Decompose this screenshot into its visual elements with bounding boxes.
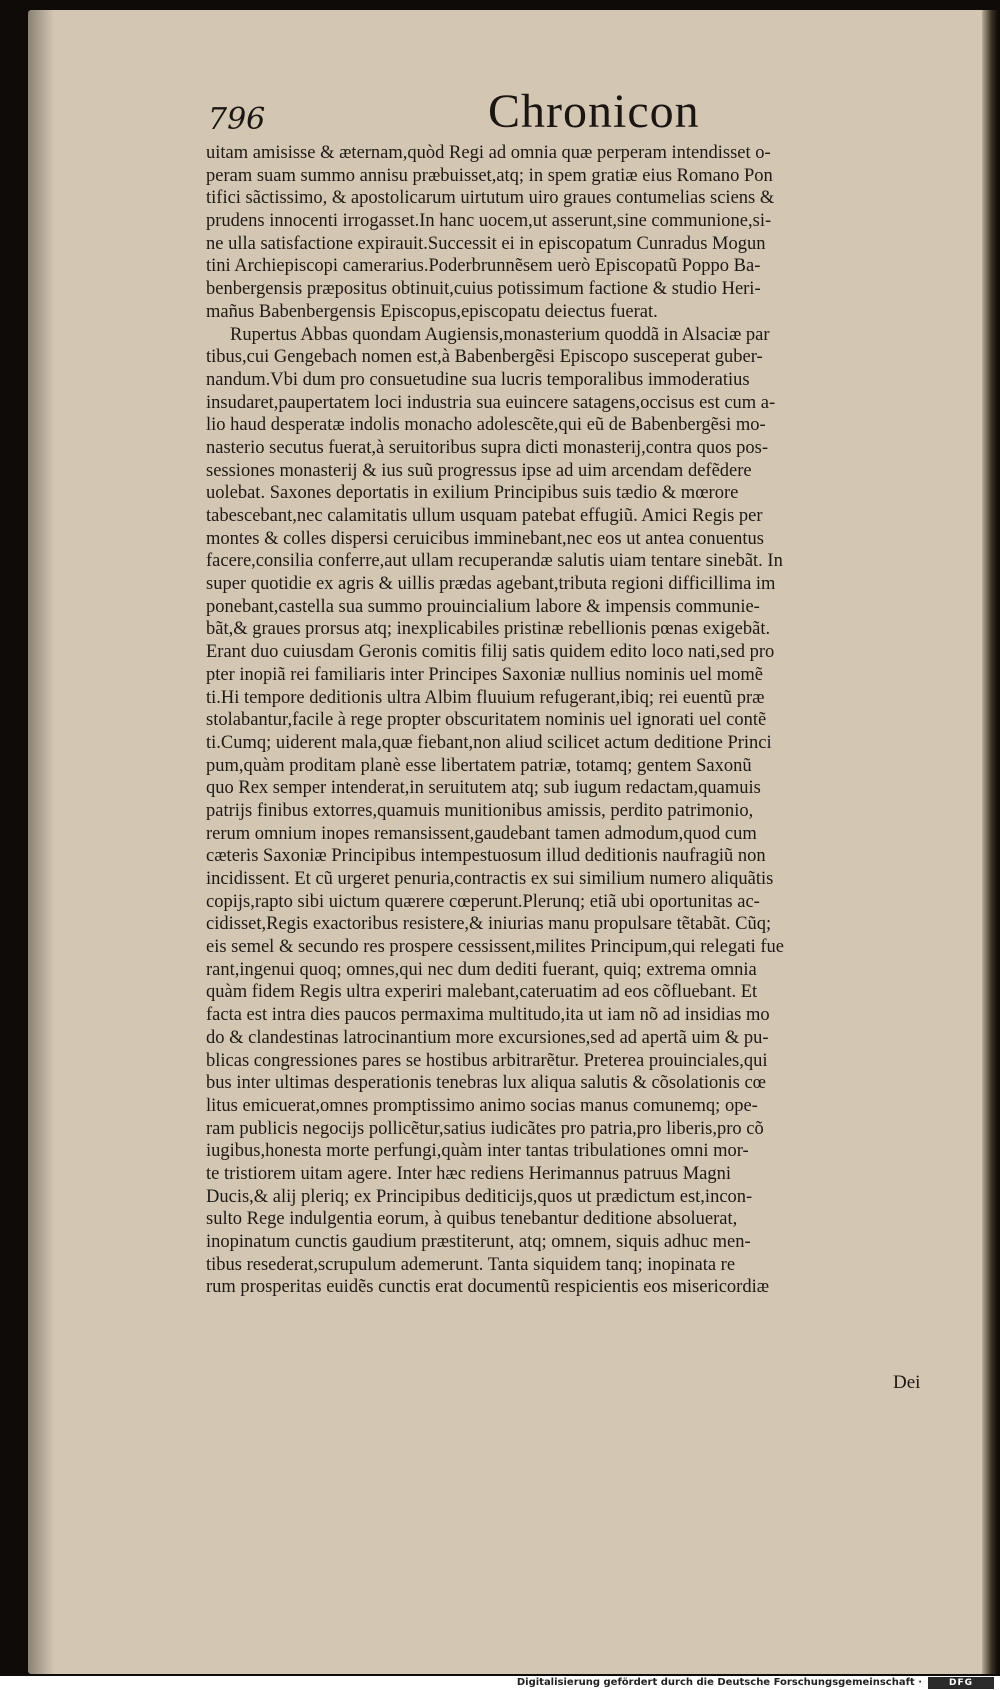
text-line: uolebat. Saxones deportatis in exilium Principibus suis tædio & mœrore bbox=[206, 483, 739, 504]
text-line: ti.Hi tempore deditionis ultra Albim fluuium refugerant,ibiq; rei euentũ præ bbox=[206, 687, 765, 708]
text-line: iugibus,honesta morte perfungi,quàm inter tantas tribulationes omni mor- bbox=[206, 1141, 749, 1162]
text-line: inopinatum cunctis gaudium præstiterunt, atq; omnem, siquis adhuc men- bbox=[206, 1232, 751, 1252]
text-line: tabescebant,nec calamitatis ullum usquam patebat effugiũ. Amici Regis per bbox=[206, 506, 763, 526]
page-number: 796 bbox=[208, 102, 266, 137]
text-line: eis semel & secundo res prospere cessissent,milites Principum,qui relegati fue bbox=[206, 937, 784, 958]
text-line: lio haud desperatæ indolis monacho adolescẽte,qui eũ de Babenbergẽsi mo- bbox=[206, 415, 766, 436]
text-line: ram publicis negocijs pollicẽtur,satius iudicãtes pro patria,pro liberis,pro cõ bbox=[206, 1118, 764, 1139]
text-line: insudaret,paupertatem loci industria sua euincere satagens,occisus est cum a- bbox=[206, 392, 776, 413]
text-line: tibus resederat,scrupulum ademerunt. Tanta siquidem tanq; inopinata re bbox=[206, 1254, 736, 1275]
dfg-logo-icon: DFG bbox=[928, 1677, 994, 1689]
footer-bar bbox=[0, 1676, 1000, 1690]
running-head bbox=[28, 80, 998, 150]
text-line: mañus Babenbergensis Episcopus,episcopatu deiectus fuerat. bbox=[206, 301, 658, 322]
text-line: uitam amisisse & æternam,quòd Regi ad omnia quæ perperam intendisset o- bbox=[206, 143, 771, 163]
text-line: incidissent. Et cũ urgeret penuria,contractis ex sui similium numero aliquãtis bbox=[206, 869, 774, 889]
text-line: ti.Cumq; uiderent mala,quæ fiebant,non aliud scilicet actum deditione Princi bbox=[206, 732, 772, 753]
page-title: Chronicon bbox=[488, 85, 700, 138]
text-line: cidisset,Regis exactoribus resistere,& iniurias manu propulsare tẽtabãt. Cũq; bbox=[206, 914, 772, 935]
text-line: rant,ingenui quoq; omnes,qui nec dum dediti fuerant, quiq; extrema omnia bbox=[206, 959, 757, 980]
text-line: copijs,rapto sibi uictum quærere cœperunt.Plerunq; etiã ubi oportunitas ac- bbox=[206, 891, 760, 912]
text-line: tifici sãctissimo, & apostolicarum uirtutum uiro graues contumelias sciens & bbox=[206, 188, 775, 209]
text-line: quàm fidem Regis ultra experiri malebant,cateruatim ad eos cõfluebant. Et bbox=[206, 982, 758, 1003]
text-line: patrijs finibus extorres,quamuis munitionibus amissis, perdito patrimonio, bbox=[206, 800, 754, 821]
text-line: super quotidie ex agris & uillis prædas agebant,tributa regioni difficillima im bbox=[206, 574, 776, 595]
text-line: Rupertus Abbas quondam Augiensis,monasterium quoddã in Alsaciæ par bbox=[230, 324, 770, 345]
funding-credit: Digitalisierung gefördert durch die Deutsche Forschungsgemeinschaft · bbox=[516, 1677, 922, 1688]
text-line: tini Archiepiscopi camerarius.Poderbrunnẽsem uerò Episcopatũ Poppo Ba- bbox=[206, 256, 761, 277]
text-line: facere,consilia conferre,aut ullam recuperandæ salutis uiam tentare sinebãt. In bbox=[206, 551, 783, 572]
body-text bbox=[206, 142, 921, 1299]
text-line: peram suam summo annisu præbuisset,atq; in spem gratiæ eius Romano Pon bbox=[206, 165, 773, 186]
text-line: rum prosperitas euidẽs cunctis erat documentũ respicientis eos misericordiæ bbox=[206, 1277, 770, 1298]
book-page bbox=[28, 10, 998, 1674]
text-line: te tristiorem uitam agere. Inter hæc rediens Herimannus patruus Magni bbox=[206, 1163, 732, 1184]
text-line: bãt,& graues prorsus atq; inexplicabiles pristinæ rebellionis pœnas exigebãt. bbox=[206, 619, 771, 640]
text-line: do & clandestinas latrocinantium more excursiones,sed ad apertã uim & pu- bbox=[206, 1027, 769, 1048]
text-line: Ducis,& alij pleriq; ex Principibus dediticijs,quos ut prædictum est,incon- bbox=[206, 1186, 753, 1207]
text-line: stolabantur,facile à rege propter obscuritatem nominis uel ignorati uel contẽ bbox=[206, 710, 767, 731]
text-line: rerum omnium inopes remansissent,gaudebant tamen admodum,quod cum bbox=[206, 823, 757, 844]
text-line: litus emicuerat,omnes promptissimo animo socias manus comunemq; ope- bbox=[206, 1095, 758, 1116]
text-line: bus inter ultimas desperationis tenebras lux aliqua salutis & cõsolationis cœ bbox=[206, 1073, 767, 1094]
text-line: cæteris Saxoniæ Principibus intempestuosum illud deditionis naufragiũ non bbox=[206, 846, 766, 867]
text-line: montes & colles dispersi ceruicibus imminebant,nec eos ut antea conuentus bbox=[206, 528, 764, 549]
text-line: Erant duo cuiusdam Geronis comitis filij satis quidem edito loco nati,sed pro bbox=[206, 642, 775, 663]
text-line: sulto Rege indulgentia eorum, à quibus tenebantur deditione absoluerat, bbox=[206, 1209, 738, 1230]
text-line: nandum.Vbi dum pro consuetudine sua lucris temporalibus immoderatius bbox=[206, 369, 750, 390]
page-edge bbox=[982, 10, 998, 1674]
text-line: prudens innocenti irrogasset.In hanc uocem,ut asserunt,sine communione,si- bbox=[206, 211, 772, 232]
text-line: facta est intra dies paucos permaxima multitudo,ita ut iam nõ ad insidias mo bbox=[206, 1005, 770, 1026]
text-line: blicas congressiones pares se hostibus arbitrarẽtur. Preterea prouinciales,qui bbox=[206, 1050, 768, 1071]
text-line: pter inopiã rei familiaris inter Principes Saxoniæ nullius nominis uel momẽ bbox=[206, 664, 763, 685]
text-line: nasterio secutus fuerat,à seruitoribus supra dicti monasterij,contra quos pos- bbox=[206, 437, 769, 458]
text-line: ne ulla satisfactione expirauit.Successit ei in episcopatum Cunradus Mogun bbox=[206, 233, 766, 254]
text-line: ponebant,castella sua summo prouincialium labore & impensis communie- bbox=[206, 596, 760, 617]
text-line: sessiones monasterij & ius suũ progressus ipse ad uim arcendam defẽdere bbox=[206, 460, 752, 481]
text-line: tibus,cui Gengebach nomen est,à Babenbergẽsi Episcopo susceperat guber- bbox=[206, 347, 763, 368]
gutter-shadow bbox=[28, 10, 54, 1674]
text-line: quo Rex semper intenderat,in seruitutem atq; sub iugum redactam,quamuis bbox=[206, 778, 761, 799]
catchword: Dei bbox=[893, 1372, 921, 1393]
text-line: benbergensis præpositus obtinuit,cuius potissimum factione & studio Heri- bbox=[206, 279, 761, 300]
text-line: pum,quàm proditam planè esse libertatem patriæ, totamq; gentem Saxonũ bbox=[206, 755, 752, 776]
